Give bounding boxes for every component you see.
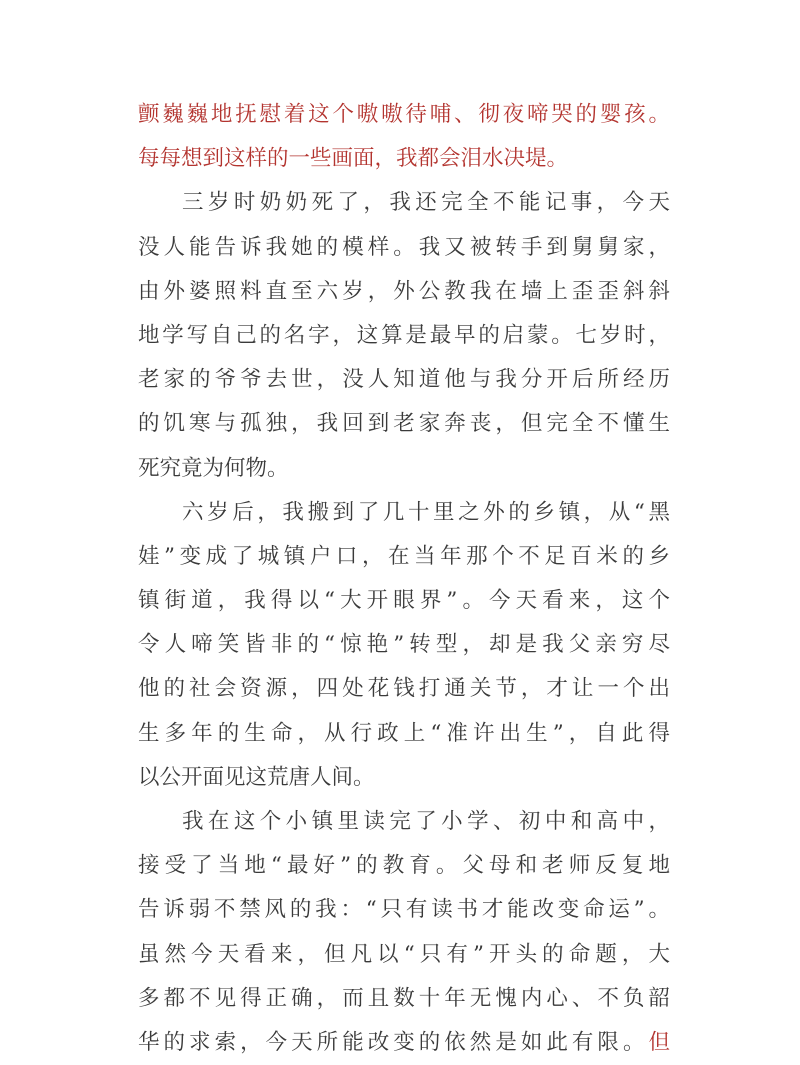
text-line: 没人能告诉我她的模样。我又被转手到舅舅家， — [138, 234, 670, 260]
text-line: 多都不见得正确，而且数十年无愧内心、不负韶 — [138, 985, 670, 1011]
text-line: 三岁时奶奶死了，我还完全不能记事，今天 — [182, 190, 670, 216]
text-line: 镇街道，我得以“大开眼界”。今天看来，这个 — [138, 588, 670, 614]
text-line: 由外婆照料直至六岁，外公教我在墙上歪歪斜斜 — [138, 278, 670, 304]
paragraph-childhood — [138, 181, 670, 490]
text-line: 告诉弱不禁风的我：“只有读书才能改变命运”。 — [138, 897, 670, 923]
paragraph-township — [138, 491, 670, 800]
text-segment: 华的求索，今天所能改变的依然是如此有限。 — [138, 1029, 649, 1055]
text-line: 的饥寒与孤独，我回到老家奔丧，但完全不懂生 — [138, 411, 670, 437]
text-line: 每每想到这样的一些画面，我都会泪水决堤。 — [138, 146, 569, 172]
text-line: 生多年的生命，从行政上“准许出生”，自此得 — [138, 720, 670, 746]
article-text — [138, 93, 670, 1065]
text-line: 我在这个小镇里读完了小学、初中和高中， — [182, 809, 670, 834]
text-line: 他的社会资源，四处花钱打通关节，才让一个出 — [138, 676, 670, 702]
paragraph-opening — [138, 93, 670, 181]
text-line-mixed — [138, 1021, 670, 1065]
text-line: 老家的爷爷去世，没人知道他与我分开后所经历 — [138, 367, 670, 393]
text-line: 虽然今天看来，但凡以“只有”开头的命题，大 — [138, 941, 670, 967]
text-line: 接受了当地“最好”的教育。父母和老师反复地 — [138, 853, 670, 879]
text-line: 令人啼笑皆非的“惊艳”转型，却是我父亲穷尽 — [138, 632, 670, 658]
text-segment-red: 但 — [648, 1029, 670, 1055]
text-line: 娃”变成了城镇户口，在当年那个不足百米的乡 — [138, 543, 670, 569]
text-line: 颤巍巍地抚慰着这个嗷嗷待哺、彻夜啼哭的婴孩。 — [138, 102, 670, 127]
text-line: 以公开面见这荒唐人间。 — [138, 764, 375, 790]
paragraph-education — [138, 800, 670, 1065]
text-line: 死究竟为何物。 — [138, 455, 289, 481]
text-line: 六岁后，我搬到了几十里之外的乡镇，从“黑 — [182, 499, 670, 525]
text-line: 地学写自己的名字，这算是最早的启蒙。七岁时， — [138, 322, 670, 348]
